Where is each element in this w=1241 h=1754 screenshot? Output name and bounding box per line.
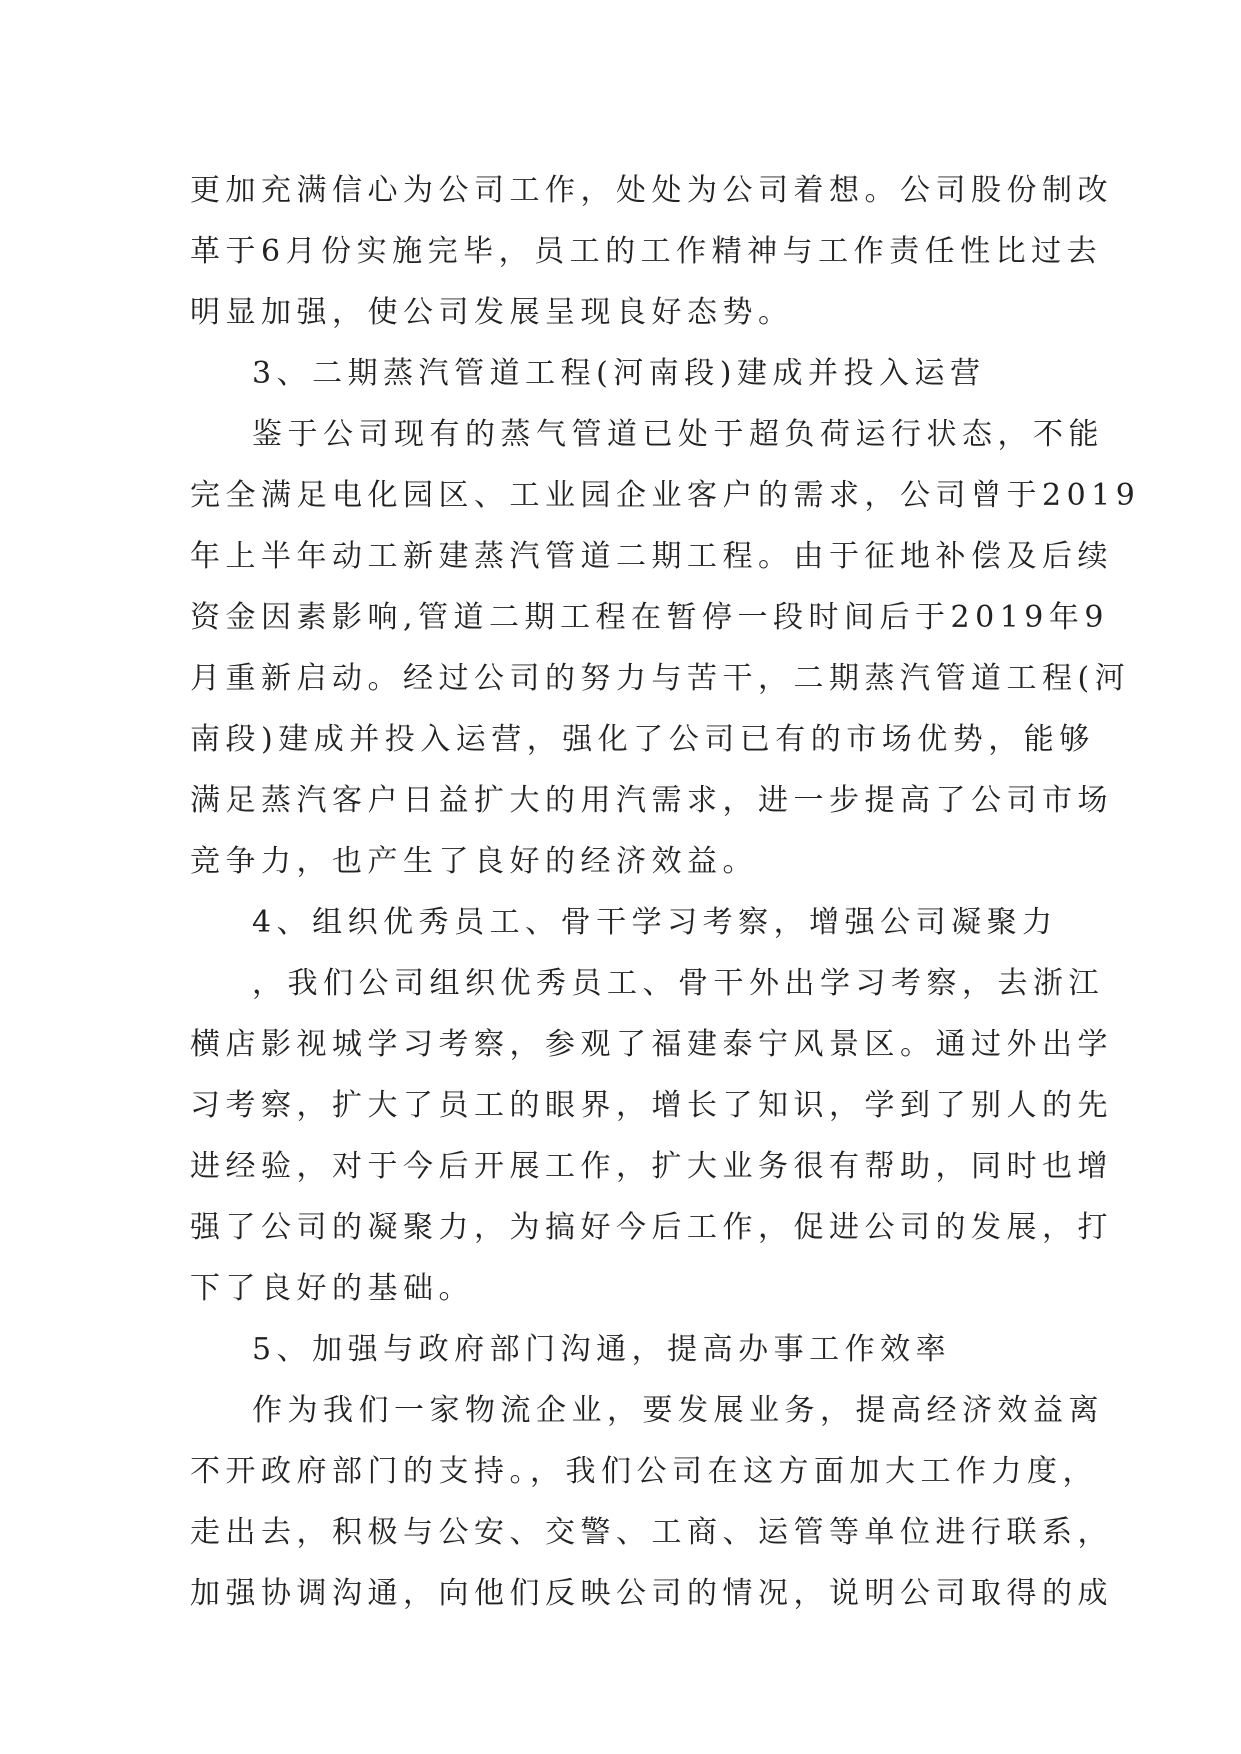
section-heading-4: 4、组织优秀员工、骨干学习考察，增强公司凝聚力: [252, 905, 1058, 940]
section-heading-5: 5、加强与政府部门沟通，提高办事工作效率: [252, 1332, 952, 1367]
body-text-line: 竞争力，也产生了良好的经济效益。: [190, 844, 758, 879]
body-text-line: 不开政府部门的支持。，我们公司在这方面加大工作力度，: [190, 1454, 1098, 1489]
document-body: [190, 160, 1141, 1624]
body-text-line: 加强协调沟通，向他们反映公司的情况，说明公司取得的成: [190, 1576, 1113, 1611]
body-text-line: 鉴于公司现有的蒸气管道已处于超负荷运行状态，不能: [252, 417, 1104, 452]
body-text-line: 强了公司的凝聚力，为搞好今后工作，促进公司的发展，打: [190, 1210, 1113, 1245]
body-text-line: 更加充满信心为公司工作，处处为公司着想。公司股份制改: [190, 173, 1113, 208]
body-text-line: 完全满足电化园区、工业园企业客户的需求，公司曾于2019: [190, 478, 1141, 513]
body-text-line: 作为我们一家物流企业，要发展业务，提高经济效益离: [252, 1393, 1104, 1428]
body-text-line: 年上半年动工新建蒸汽管道二期工程。由于征地补偿及后续: [190, 539, 1113, 574]
body-text-line: 下了良好的基础。: [190, 1271, 474, 1306]
body-text-line: 月重新启动。经过公司的努力与苦干，二期蒸汽管道工程(河: [190, 661, 1131, 696]
body-text-line: 进经验，对于今后开展工作，扩大业务很有帮助，同时也增: [190, 1149, 1113, 1184]
body-text-line: 习考察，扩大了员工的眼界，增长了知识，学到了别人的先: [190, 1088, 1113, 1123]
body-text-line: 横店影视城学习考察，参观了福建泰宁风景区。通过外出学: [190, 1027, 1113, 1062]
body-text-line: 革于6月份实施完毕，员工的工作精神与工作责任性比过去: [190, 234, 1103, 269]
body-text-line: ，我们公司组织优秀员工、骨干外出学习考察，去浙江: [252, 966, 1104, 1001]
body-text-line: 明显加强，使公司发展呈现良好态势。: [190, 295, 794, 330]
body-text-line: 资金因素影响,管道二期工程在暂停一段时间后于2019年9: [190, 600, 1109, 635]
body-text-line: 满足蒸汽客户日益扩大的用汽需求，进一步提高了公司市场: [190, 783, 1113, 818]
body-text-line: 走出去，积极与公安、交警、工商、运管等单位进行联系，: [190, 1515, 1113, 1550]
body-text-line: 南段)建成并投入运营，强化了公司已有的市场优势，能够: [190, 722, 1095, 757]
section-heading-3: 3、二期蒸汽管道工程(河南段)建成并投入运营: [252, 356, 986, 391]
